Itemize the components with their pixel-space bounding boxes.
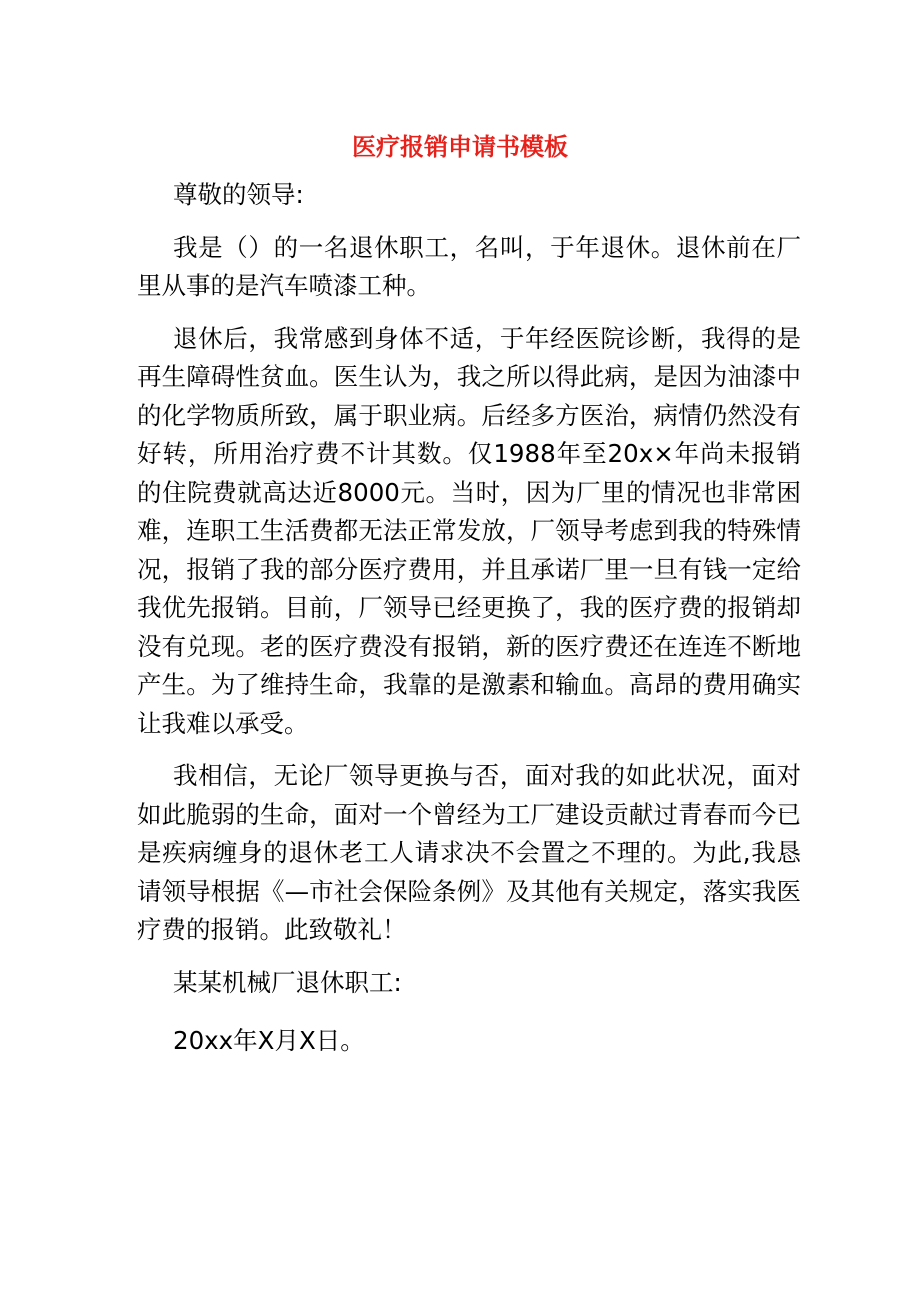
date: 20xx年X月X日。 — [173, 1026, 365, 1055]
document-title: 医疗报销申请书模板 — [352, 133, 568, 161]
paragraph-intro: 我是（）的一名退休职工，名叫，于年退休。退休前在厂里从事的是汽车喷漆工种。 — [137, 232, 801, 300]
salutation: 尊敬的领导: — [173, 180, 304, 209]
paragraph-illness: 退休后，我常感到身体不适，于年经医院诊断，我得的是再生障碍性贫血。医生认为，我之所以得此病，是因为油漆中的化学物质所致，属于职业病。后经多方医治，病情仍然没有好转，所用治疗费不计其数。仅1988年至20x×年尚未报销的住院费就高达近8000元。当时，因为厂里的情况也非常困难，连职工生活费都无法正常发放，厂领导考虑到我的特殊情况，报销了我的部分医疗费用，并且承诺厂里一旦有钱一定给我优先报销。目前，厂领导已经更换了，我的医疗费的报销却没有兑现。老的医疗费没有报销，新的医疗费还在连连不断地产生。为了维持生命，我靠的是激素和输血。高昂的费用确实让我难以承受。 — [137, 323, 801, 738]
signature: 某某机械厂退休职工: — [173, 967, 402, 997]
paragraph-request: 我相信，无论厂领导更换与否，面对我的如此状况，面对如此脆弱的生命，面对一个曾经为工厂建设贡献过青春而今已是疾病缠身的退休老工人请求决不会置之不理的。为此,我恳请领导根据《—市社会保险条例》及其他有关规定，落实我医疗费的报销。此致敬礼！ — [137, 761, 801, 944]
document-body — [137, 176, 801, 1061]
